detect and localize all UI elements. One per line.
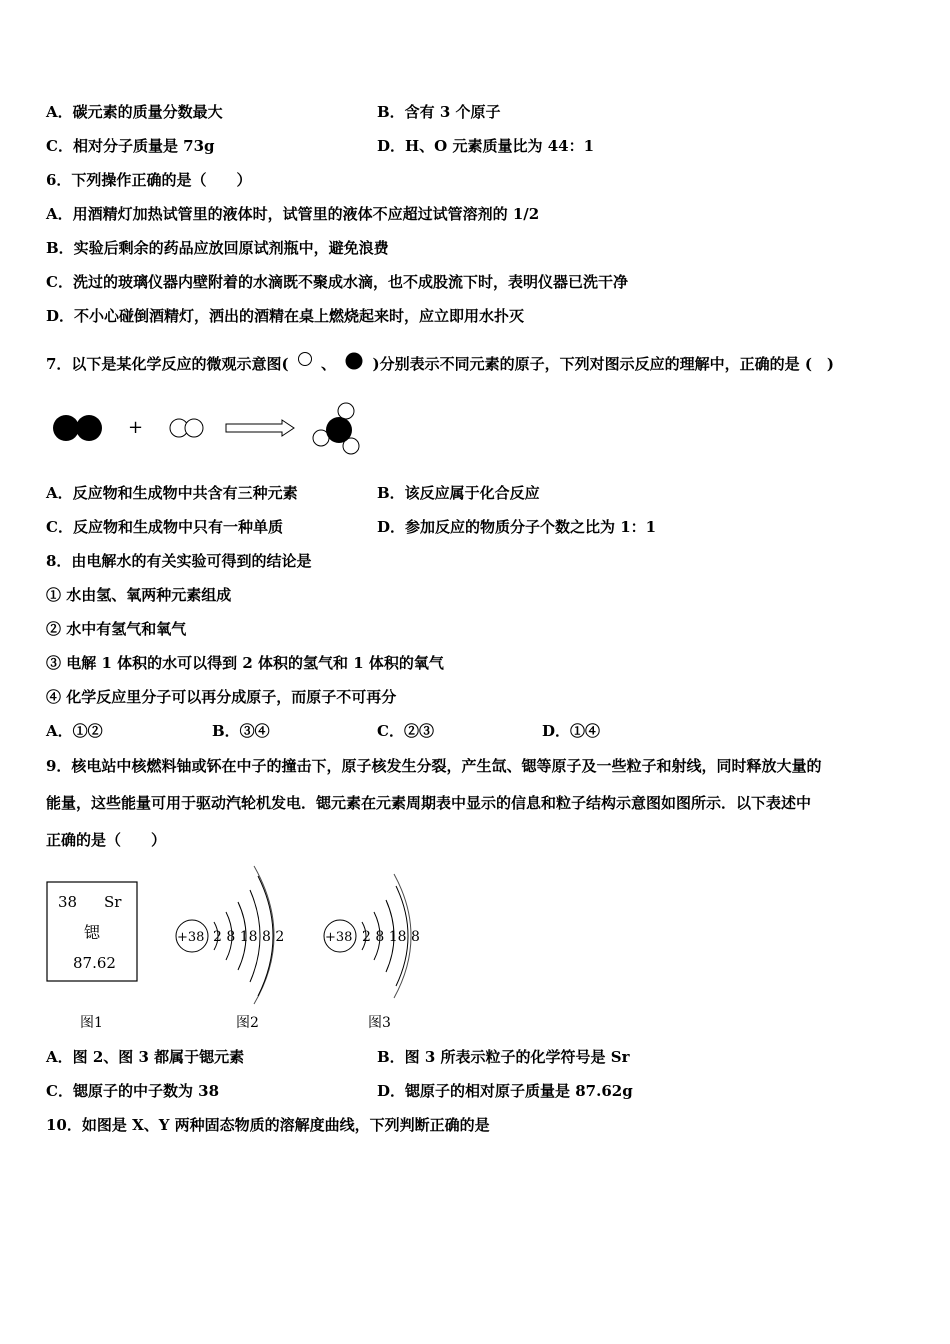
q9-option-c: C．锶原子的中子数为 38: [46, 1082, 220, 1100]
q10-stem: 10．如图是 X、Y 两种固态物质的溶解度曲线，下列判断正确的是: [46, 1116, 490, 1134]
fig2-nucleus-charge: +38: [177, 930, 205, 945]
fig1-element-name: 锶: [84, 923, 101, 942]
q7-option-c: C．反应物和生成物中只有一种单质: [46, 518, 283, 536]
q7-option-d: D．参加反应的物质分子个数之比为 1：1: [377, 518, 657, 536]
q8-statement-4: ④ 化学反应里分子可以再分成原子，而原子不可再分: [46, 688, 397, 706]
q9-option-a: A．图 2、图 3 都属于锶元素: [46, 1048, 245, 1066]
fig1-symbol: Sr: [104, 893, 122, 911]
q5-option-a: A．碳元素的质量分数最大: [46, 103, 223, 121]
q6-option-b: B．实验后剩余的药品应放回原试剂瓶中，避免浪费: [46, 239, 389, 257]
fig2-atom-structure: [170, 860, 300, 1005]
q9-stem-line3: 正确的是（ ）: [46, 831, 167, 849]
q7-stem: [46, 352, 834, 378]
q5-option-c: C．相对分子质量是 73g: [46, 137, 215, 155]
q7-stem-part2: )分别表示不同元素的原子，下列对图示反应的理解中，正确的是 ( ): [372, 355, 835, 373]
q7-option-a: A．反应物和生成物中共含有三种元素: [46, 484, 298, 502]
white-atom-icon: [294, 352, 316, 378]
fig1-periodic-cell: [46, 880, 141, 985]
q9-stem-line2: 能量，这些能量可用于驱动汽轮机发电．锶元素在元素周期表中显示的信息和粒子结构示意图如图所示．以下表述中: [46, 794, 812, 812]
q8-statement-1: ① 水由氢、氧两种元素组成: [46, 586, 232, 604]
fig1-atomic-mass: 87.62: [73, 954, 116, 972]
reaction-arrow-icon: [226, 420, 294, 436]
q8-option-d: D．①④: [542, 722, 601, 740]
fig3-nucleus-charge: +38: [325, 930, 353, 945]
q9-stem-line1: 9．核电站中核燃料铀或钚在中子的撞击下，原子核发生分裂，产生氙、锶等原子及一些粒子和射线，同时释放大量的: [46, 757, 822, 775]
fig3-caption: 图3: [368, 1015, 391, 1031]
q6-stem: 6．下列操作正确的是（ ）: [46, 171, 252, 189]
q9-option-d: D．锶原子的相对原子质量是 87.62g: [377, 1082, 633, 1100]
q7-option-b: B．该反应属于化合反应: [377, 484, 540, 502]
q6-option-c: C．洗过的玻璃仪器内壁附着的水滴既不聚成水滴，也不成股流下时，表明仪器已洗干净: [46, 273, 628, 291]
q8-option-b: B．③④: [212, 722, 270, 740]
q6-option-d: D．不小心碰倒酒精灯，洒出的酒精在桌上燃烧起来时，应立即用水扑灭: [46, 307, 525, 325]
fig2-caption: 图2: [236, 1015, 259, 1031]
q7-stem-separator: 、: [321, 355, 337, 373]
plus-sign: +: [128, 417, 144, 438]
fig1-atomic-number: 38: [58, 893, 78, 911]
q5-option-b: B．含有 3 个原子: [377, 103, 501, 121]
product-molecule: [313, 403, 359, 454]
q8-statement-3: ③ 电解 1 体积的水可以得到 2 体积的氢气和 1 体积的氧气: [46, 654, 444, 672]
q8-option-c: C．②③: [377, 722, 434, 740]
fig3-ion-structure: [320, 870, 430, 1000]
q8-statement-2: ② 水中有氢气和氧气: [46, 620, 187, 638]
fig1-caption: 图1: [80, 1015, 103, 1031]
q6-option-a: A．用酒精灯加热试管里的液体时，试管里的液体不应超过试管溶剂的 1/2: [46, 205, 540, 223]
q5-option-d: D．H、O 元素质量比为 44：1: [377, 137, 595, 155]
black-atom-icon: [341, 352, 367, 378]
q9-option-b: B．图 3 所表示粒子的化学符号是 Sr: [377, 1048, 630, 1066]
q8-stem: 8．由电解水的有关实验可得到的结论是: [46, 552, 312, 570]
fig3-electron-config: 2 8 18 8: [362, 929, 420, 945]
fig2-electron-config: 2 8 18 8 2: [213, 929, 285, 945]
white-diatomic-molecule: [170, 419, 203, 437]
q7-reaction-diagram: [46, 396, 376, 466]
black-diatomic-molecule: [53, 415, 102, 441]
q7-stem-part1: 7．以下是某化学反应的微观示意图(: [46, 355, 289, 373]
q8-option-a: A．①②: [46, 722, 103, 740]
